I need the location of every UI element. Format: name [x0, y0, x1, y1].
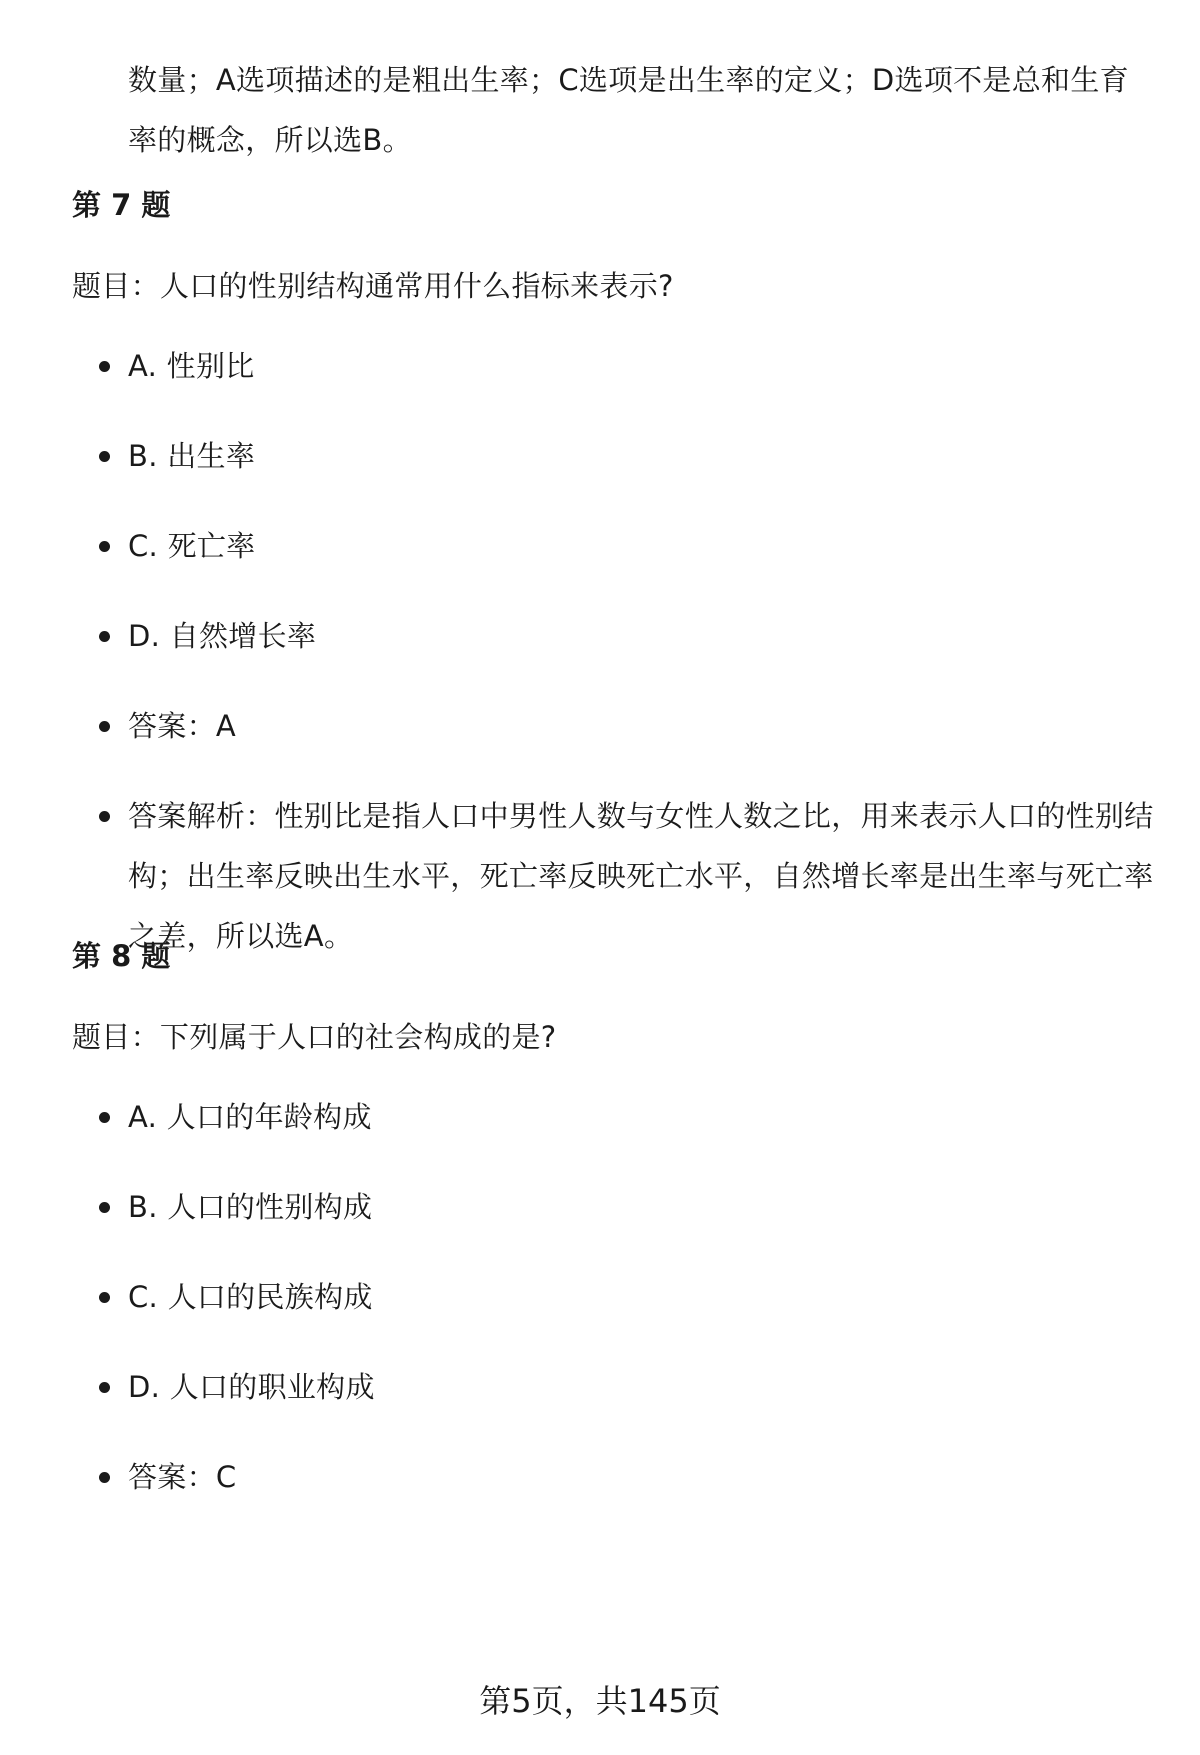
question-8-prompt: 题目：下列属于人口的社会构成的是?	[72, 1020, 557, 1054]
bullet-icon	[99, 721, 110, 732]
bullet-icon	[99, 1382, 110, 1393]
previous-explanation-continuation: 数量；A选项描述的是粗出生率；C选项是出生率的定义；D选项不是总和生育率的概念，所以选B。	[128, 63, 1129, 157]
question-7-option-c: C. 死亡率	[0, 516, 1158, 576]
bullet-icon	[99, 1112, 110, 1123]
bullet-icon	[99, 541, 110, 552]
question-7-option-d: D. 自然增长率	[0, 606, 1158, 666]
bullet-icon	[99, 361, 110, 372]
question-8-option-b: B. 人口的性别构成	[0, 1177, 1158, 1237]
bullet-icon	[99, 451, 110, 462]
question-8-option-d: D. 人口的职业构成	[0, 1357, 1158, 1417]
question-7-explanation: 答案解析：性别比是指人口中男性人数与女性人数之比，用来表示人口的性别结构；出生率反映出生水平，死亡率反映死亡水平，自然增长率是出生率与死亡率之差，所以选A。	[0, 786, 1158, 966]
question-7-list	[0, 336, 1200, 996]
question-7-heading: 第 7 题	[72, 188, 171, 222]
bullet-icon	[99, 631, 110, 642]
question-8-heading: 第 8 题	[72, 939, 171, 973]
bullet-icon	[99, 1202, 110, 1213]
bullet-icon	[99, 1292, 110, 1303]
question-8-option-c: C. 人口的民族构成	[0, 1267, 1158, 1327]
question-7-answer: 答案：A	[0, 696, 1158, 756]
question-7-prompt: 题目：人口的性别结构通常用什么指标来表示?	[72, 269, 674, 303]
bullet-icon	[99, 811, 110, 822]
question-8-option-a: A. 人口的年龄构成	[0, 1087, 1158, 1147]
question-8-list	[0, 1087, 1200, 1537]
question-7-option-b: B. 出生率	[0, 426, 1158, 486]
bullet-icon	[99, 1472, 110, 1483]
page-footer: 第5页，共145页	[479, 1682, 721, 1720]
question-7-option-a: A. 性别比	[0, 336, 1158, 396]
question-8-answer: 答案：C	[0, 1447, 1158, 1507]
